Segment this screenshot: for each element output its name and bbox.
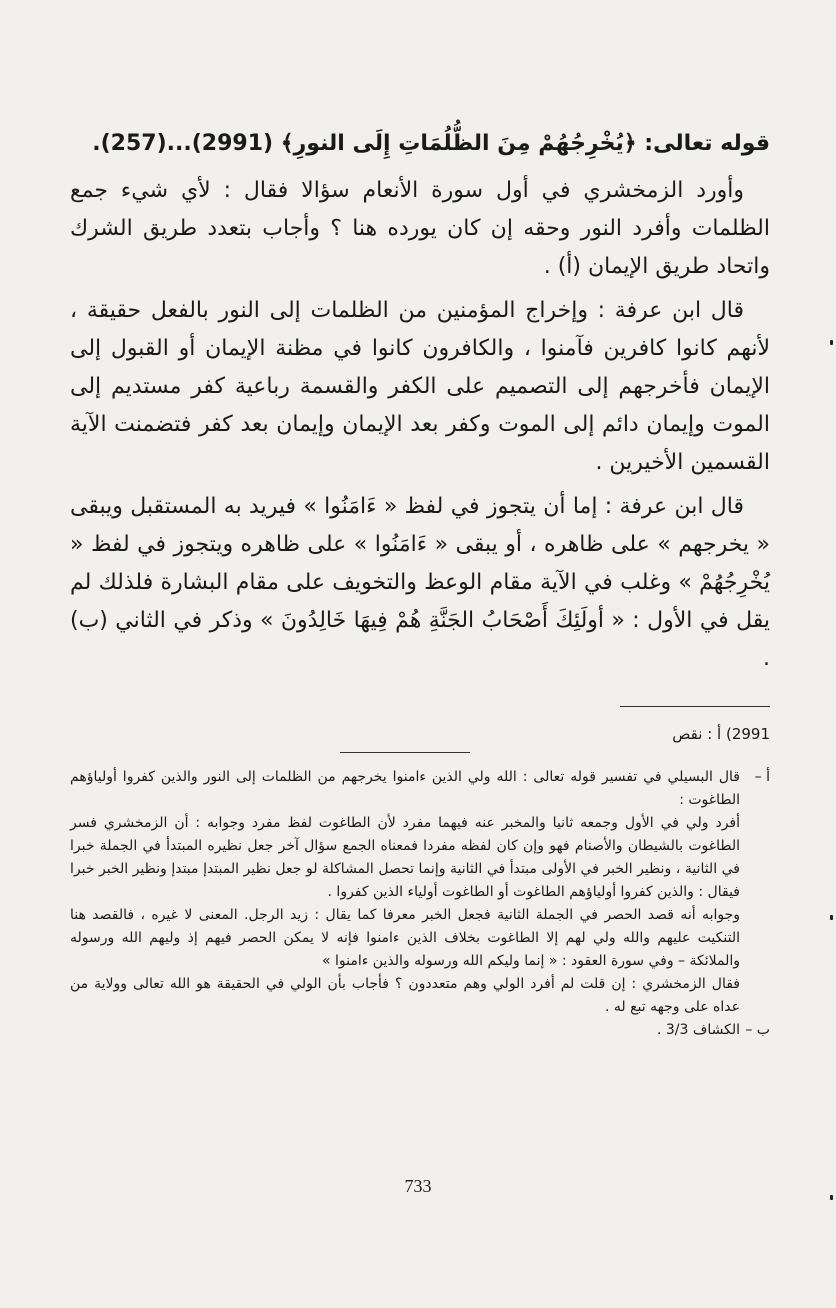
- footnote-a: [70, 766, 770, 812]
- footnote-a-line-4: فقال الزمخشري : إن قلت لم أفرد الولي وهم متعددون ؟ فأجاب بأن الولي في الحقيقة هو الله تعالى وولاية من عداه على وجهه تبع له .: [70, 976, 740, 1015]
- footnote-a-line-2: أفرد ولي في الأول وجمعه ثانيا والمخبر عنه فيهما مفرد لأن الطاغوت لفظ مفرد وجوابه : أن الزمخشري فسر الطاغوت بالشيطان والأصنام فهو وإن كان لفظه مفردا فمعناه الجمع سؤال آخر جعل نظيره المبتدأ في الجملة خبرا في الثانية ، ونظير الخبر في الأولى مبتدأ في الثانية وإنما تحصل المشاكلة لو جعل نظير المبتدإ مبتدإ ونظير الخبر خبرا فيقال : والذين كفروا أولياؤهم الطاغوت أو الطاغوت أولياء الذين كفروا .: [70, 815, 740, 900]
- variant-note: 2991) أ : نقص: [672, 725, 770, 743]
- footnote-a-line-1: قال البسيلي في تفسير قوله تعالى : الله ولي الذين ءامنوا يخرجهم من الظلمات إلى النور والذين كفروا أولياؤهم الطاغوت :: [70, 769, 740, 808]
- footnote-b-text: الكشاف 3/3 .: [656, 1022, 740, 1038]
- footnotes-section: [70, 766, 770, 1042]
- paragraph-zamakhshari: وأورد الزمخشري في أول سورة الأنعام سؤالا فقال : لأي شيء جمع الظلمات وأفرد النور وحقه إن كان يورده هنا ؟ وأجاب بتعدد طريق الشرك واتحاد طريق الإيمان (أ) .: [70, 178, 770, 279]
- footnote-separator-short: [620, 706, 770, 707]
- footnote-a-line-3: وجوابه أنه قصد الحصر في الجملة الثانية فجعل الخبر معرفا كما يقال : زيد الرجل. المعنى لا غيره ، فالقصد هنا التنكيت عليهم والله ولي لهم إلا الطاغوت بخلاف الذين ءامنوا فإنه لا يمكن الحصر فيهم إذ وليهم الله ورسوله والملائكة – وفي سورة العقود : « إنما وليكم الله ورسوله والذين ءامنوا »: [70, 907, 740, 969]
- verse-heading: قوله تعالى: ﴿يُخْرِجُهُمْ مِنَ الظُّلُمَاتِ إِلَى النورِ﴾ (2991)...(257).: [92, 131, 770, 156]
- paragraph-ibn-arafa-2: قال ابن عرفة : إما أن يتجوز في لفظ « ءَامَنُوا » فيريد به المستقبل ويبقى « يخرجهم » على ظاهره ، أو يبقى « ءَامَنُوا » على ظاهره ويتجوز في لفظ « يُخْرِجُهُمْ » وغلب في الآية مقام الوعظ والتخويف على مقام البشارة فلذلك لم يقل في الأول : « أولَئِكَ أَصْحَابُ الجَنَّةِ هُمْ فِيهَا خَالِدُونَ » وذكر في الثاني (ب) .: [70, 494, 770, 671]
- footnote-separator-center: [340, 752, 470, 753]
- footnote-b: [70, 1019, 770, 1042]
- scan-edge-mark: [830, 915, 833, 920]
- scan-edge-mark: [830, 340, 833, 345]
- scan-edge-mark: [830, 1195, 833, 1200]
- footnote-a-marker: أ –: [754, 769, 770, 785]
- paragraph-ibn-arafa-1: قال ابن عرفة : وإخراج المؤمنين من الظلمات إلى النور بالفعل حقيقة ، لأنهم كانوا كافرين فآمنوا ، والكافرون كانوا في مظنة الإيمان أو القبول إلى الإيمان فأخرجهم إلى التصميم على الكفر والقسمة رباعية كفر مستديم إلى الموت وإيمان دائم إلى الموت وكفر بعد الإيمان وإيمان بعد كفر فتضمنت الآية القسمين الأخيرين .: [70, 298, 770, 475]
- footnote-b-marker: ب –: [745, 1022, 770, 1038]
- page-number: 733: [404, 1176, 432, 1196]
